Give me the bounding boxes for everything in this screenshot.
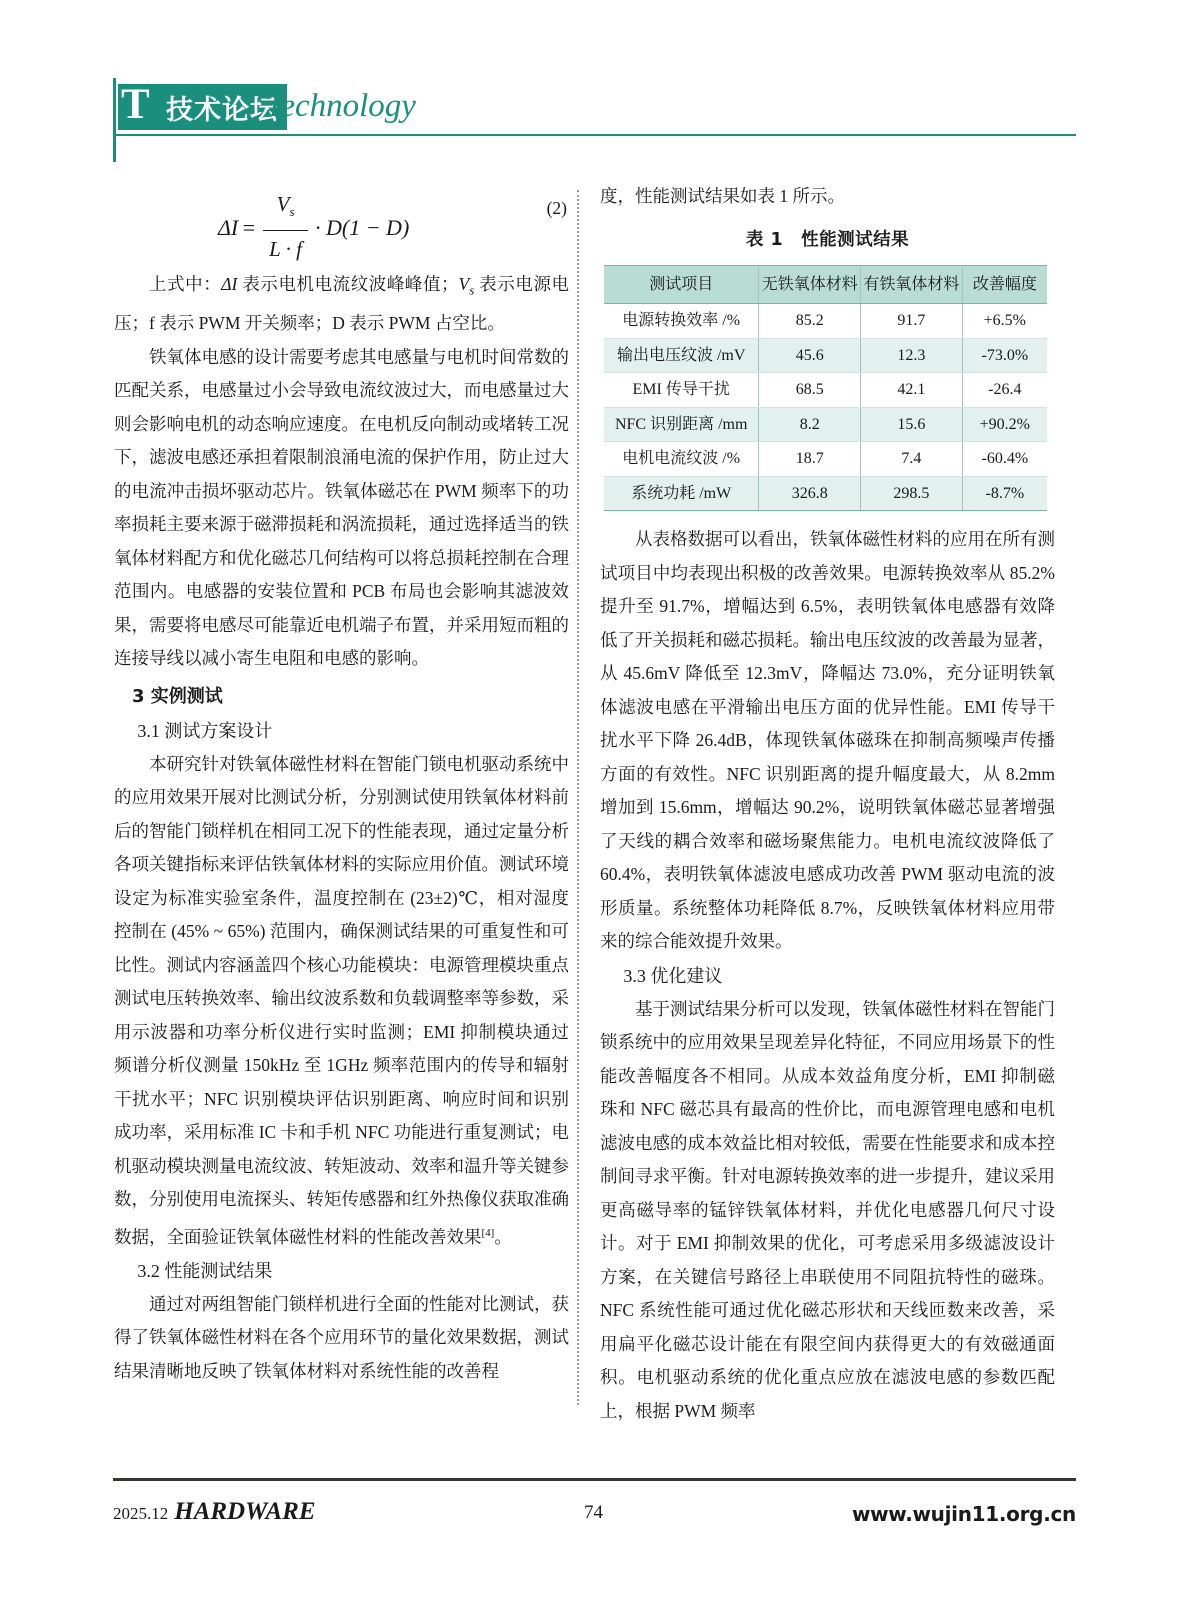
heading-section-3-3: 3.3 优化建议: [623, 965, 723, 986]
table-header-cell: 测试项目: [604, 266, 759, 304]
table-cell-improvement: +6.5%: [962, 304, 1047, 339]
table-row: [604, 407, 1047, 442]
header-rule-left-tick: [113, 134, 116, 162]
heading-section-3-1: 3.1 测试方案设计: [137, 720, 273, 741]
footer-issue: 2025.12: [113, 1504, 169, 1523]
table-cell-metric: EMI 传导干扰: [604, 373, 759, 408]
table-header-cell: 有铁氧体材料: [861, 266, 963, 304]
equation-2-body: [218, 188, 409, 267]
table-cell-without: 68.5: [759, 373, 861, 408]
paragraph-inductor-design: 铁氧体电感的设计需要考虑其电感量与电机时间常数的匹配关系，电感量过小会导致电流纹波过大，而电感量过大则会影响电机的动态响应速度。在电机反向制动或堵转工况下，滤波电感还承担着限制浪涌电流的保护作用，防止过大的电流冲击损坏驱动芯片。铁氧体磁芯在 PWM 频率下的功率损耗主要来源于磁滞损耗和涡流损耗，通过选择适当的铁氧体材料配方和优化磁芯几何结构可以将总损耗控制在合理范围内。电感器的安装位置和 PCB 布局也会影响其滤波效果，需要将电感尽可能靠近电机端子布置，并采用短而粗的连接导线以减小寄生电阻和电感的影响。: [114, 346, 569, 668]
table-row: [604, 304, 1047, 339]
left-column: [114, 180, 569, 1388]
table-cell-improvement: -73.0%: [962, 338, 1047, 373]
table-cell-metric: 电机电流纹波 /%: [604, 442, 759, 477]
table-cell-without: 85.2: [759, 304, 861, 339]
table-caption: 表 1 性能测试结果: [745, 229, 910, 250]
page-header: [0, 0, 1187, 160]
paragraph-optimization-advice: 基于测试结果分析可以发现，铁氧体磁性材料在智能门锁系统中的应用效果呈现差异化特征，不同应用场景下的性能改善幅度各不相同。从成本效益角度分析，EMI 抑制磁珠和 NFC 磁芯具有最高的性价比，而电源管理电感和电机滤波电感的成本效益比相对较低，需要在性能要求和成本控制间寻求平衡。针对电源转换效率的进一步提升，建议采用更高磁导率的锰锌铁氧体材料，并优化电感器几何尺寸设计。对于 EMI 抑制效果的优化，可考虑采用多级滤波设计方案，在关键信号路径上串联使用不同阻抗特性的磁珠。NFC 系统性能可通过优化磁芯形状和天线匝数来改善，采用扁平化磁芯设计能在有限空间内获得更大的有效磁通面积。电机驱动系统的优化重点应放在滤波电感的参数匹配上，根据 PWM 频率: [600, 998, 1055, 1421]
equation-equals: =: [241, 214, 257, 240]
page-footer: [0, 1450, 1187, 1600]
footer-magazine-name: HARDWARE: [174, 1498, 316, 1525]
table-header-cell: 改善幅度: [962, 266, 1047, 304]
defs-var-vs: V: [458, 274, 470, 294]
citation-ref-4: [4]: [481, 1226, 495, 1239]
table-cell-with: 12.3: [861, 338, 963, 373]
equation-numerator-var: V: [276, 192, 290, 216]
header-title-en: Technology: [265, 88, 416, 124]
table-cell-improvement: -60.4%: [962, 442, 1047, 477]
table-cell-with: 91.7: [861, 304, 963, 339]
table-cell-with: 15.6: [861, 407, 963, 442]
table-cell-metric: 电源转换效率 /%: [604, 304, 759, 339]
footer-page-number: 74: [584, 1502, 603, 1523]
table-cell-improvement: -26.4: [962, 373, 1047, 408]
equation-lhs: ΔI: [218, 214, 239, 240]
test-plan-period: 。: [494, 1226, 512, 1247]
defs-var-vs-sub: s: [469, 282, 475, 298]
table-cell-with: 42.1: [861, 373, 963, 408]
defs-var-delta-i: ΔI: [221, 274, 238, 294]
heading-section-3: 3 实例测试: [132, 685, 223, 707]
table-cell-without: 45.6: [759, 338, 861, 373]
footer-rule: [113, 1478, 1076, 1481]
equation-number: (2): [546, 198, 567, 218]
table-cell-without: 8.2: [759, 407, 861, 442]
table-cell-without: 18.7: [759, 442, 861, 477]
paragraph-data-analysis: 从表格数据可以看出，铁氧体磁性材料的应用在所有测试项目中均表现出积极的改善效果。电源转换效率从 85.2% 提升至 91.7%，增幅达到 6.5%，表明铁氧体电感器有效降低了开关损耗和磁芯损耗。输出电压纹波的改善最为显著，从 45.6mV 降低至 12.3mV，降幅达 73.0%，充分证明铁氧体滤波电感在平滑输出电压方面的优异性能。EMI 传导干扰水平下降 26.4dB，体现铁氧体磁珠在抑制高频噪声传播方面的有效性。NFC 识别距离的提升幅度最大，从 8.2mm 增加到 15.6mm，增幅达 90.2%，说明铁氧体磁芯显著增强了天线的耦合效率和磁场聚焦能力。电机电流纹波降低了 60.4%，表明铁氧体滤波电感成功改善 PWM 驱动电流的波形质量。系统整体功耗降低 8.7%，反映铁氧体材料应用带来的综合能效提升效果。: [600, 529, 1055, 951]
table-cell-improvement: -8.7%: [962, 476, 1047, 511]
header-badge-letter: T: [121, 81, 150, 128]
defs-mid: 表示电机电流纹波峰峰值；: [237, 274, 459, 294]
paragraph-results-lead: 度，性能测试结果如表 1 所示。: [600, 186, 845, 206]
equation-numerator: [271, 188, 301, 230]
table-cell-metric: NFC 识别距离 /mm: [604, 407, 759, 442]
table-cell-metric: 系统功耗 /mW: [604, 476, 759, 511]
test-plan-text: 本研究针对铁氧体磁性材料在智能门锁电机驱动系统中的应用效果开展对比测试分析，分别测试使用铁氧体材料前后的智能门锁样机在相同工况下的性能表现，通过定量分析各项关键指标来评估铁氧体材料的实际应用价值。测试环境设定为标准实验室条件，温度控制在 (23±2)℃，相对湿度控制在 (45% ~ 65%) 范围内，确保测试结果的可重复性和可比性。测试内容涵盖四个核心功能模块：电源管理模块重点测试电压转换效率、输出纹波系数和负载调整率等参数，采用示波器和功率分析仪进行实时监测；EMI 抑制模块通过频谱分析仪测量 150kHz 至 1GHz 频率范围内的传导和辐射干扰水平；NFC 识别模块评估识别距离、响应时间和识别成功率，采用标准 IC 卡和手机 NFC 功能进行重复测试；电机驱动模块测量电流纹波、转矩波动、效率和温升等关键参数，分别使用电流探头、转矩传感器和红外热像仪获取准确数据，全面验证铁氧体磁性材料的性能改善效果: [114, 753, 569, 1247]
right-column: [600, 180, 1055, 1428]
footer-website: www.wujin11.org.cn: [851, 1502, 1076, 1526]
column-divider: [577, 190, 579, 1405]
performance-test-table: [604, 265, 1047, 511]
equation-rhs: · D(1 − D): [315, 214, 410, 240]
equation-denominator: L · f: [269, 237, 302, 262]
defs-pre: 上式中：: [149, 274, 222, 294]
equation-numerator-sub: s: [289, 204, 295, 220]
defs-post: 表示电源电压；f 表示 PWM 开关频率；D 表示 PWM 占空比。: [114, 274, 570, 333]
paragraph-variable-definitions: [114, 268, 569, 341]
table-cell-metric: 输出电压纹波 /mV: [604, 338, 759, 373]
table-cell-improvement: +90.2%: [962, 407, 1047, 442]
table-cell-with: 298.5: [861, 476, 963, 511]
table-cell-with: 7.4: [861, 442, 963, 477]
heading-section-3-2: 3.2 性能测试结果: [137, 1260, 273, 1281]
table-row: [604, 373, 1047, 408]
header-title-cn: 技术论坛: [166, 94, 278, 126]
equation-fraction: [263, 188, 308, 267]
table-header-row: [604, 266, 1047, 304]
paragraph-perf-results-intro: 通过对两组智能门锁样机进行全面的性能对比测试，获得了铁氧体磁性材料在各个应用环节的量化效果数据，测试结果清晰地反映了铁氧体材料对系统性能的改善程: [114, 1293, 569, 1381]
paragraph-test-plan: [114, 748, 569, 1254]
table-row: [604, 476, 1047, 511]
table-row: [604, 338, 1047, 373]
table-header-cell: 无铁氧体材料: [759, 266, 861, 304]
equation-block: [114, 184, 569, 262]
table-cell-without: 326.8: [759, 476, 861, 511]
table-row: [604, 442, 1047, 477]
header-horizontal-rule: [113, 134, 1076, 136]
